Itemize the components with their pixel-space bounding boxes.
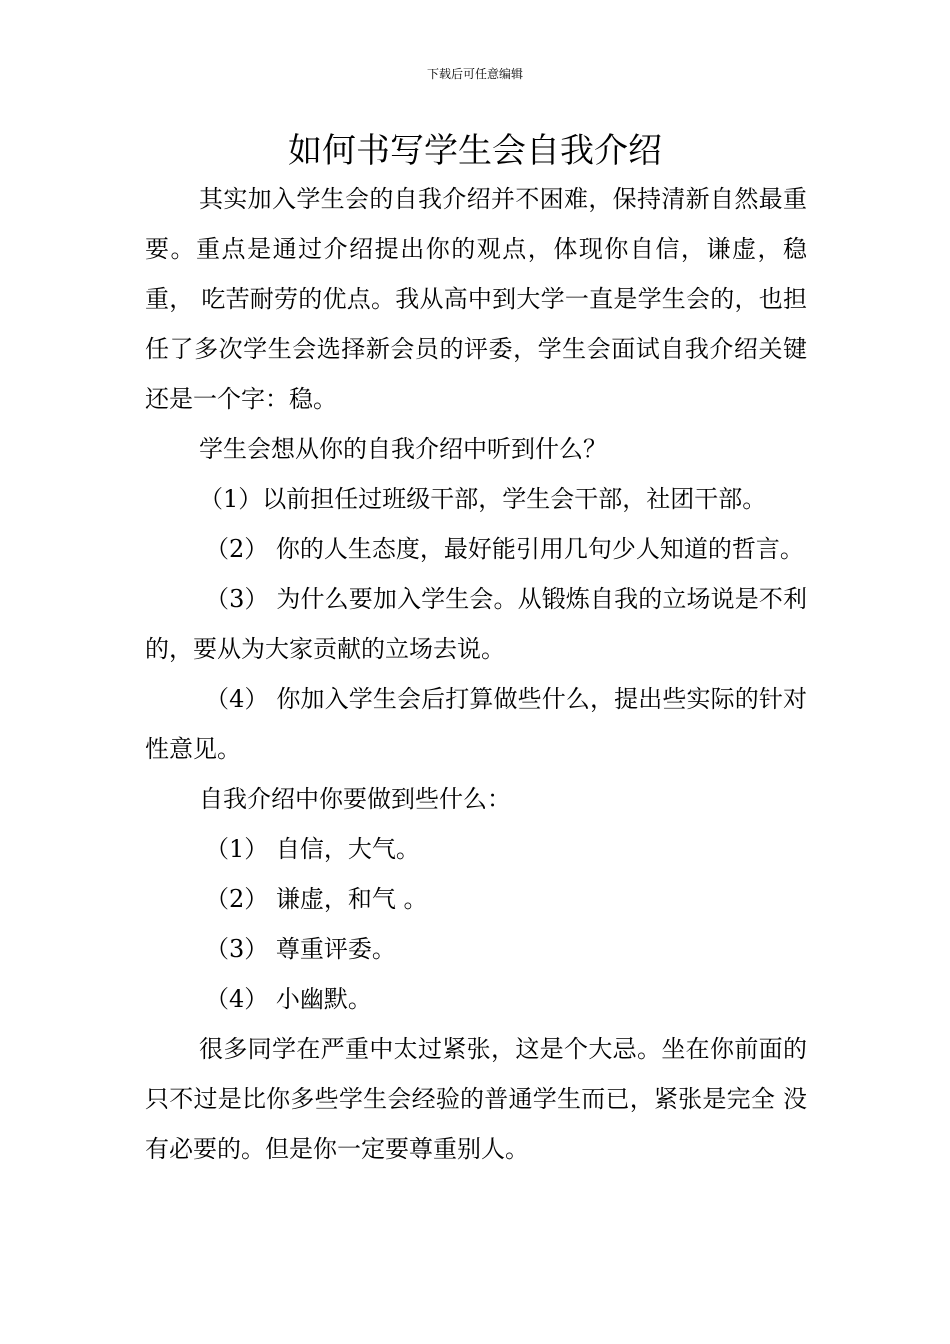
question-one-item-4: （4） 你加入学生会后打算做些什么，提出些实际的针对性意见。 <box>145 685 807 763</box>
question-two-item-3: （3） 尊重评委。 <box>205 935 396 963</box>
header-note: 下载后可任意编辑 <box>426 67 523 81</box>
document-body <box>145 174 807 1174</box>
closing-paragraph: 很多同学在严重中太过紧张，这是个大忌。坐在你前面的只不过是比你多些学生会经验的普通学生而已，紧张是完全 没有必要的。但是你一定要尊重别人。 <box>145 1035 807 1163</box>
question-two-heading: 自我介绍中你要做到些什么： <box>199 785 511 813</box>
question-two-item-2: （2） 谦虚，和气 。 <box>205 885 428 913</box>
question-one-item-1: （1）以前担任过班级干部，学生会干部，社团干部。 <box>199 485 767 513</box>
question-one-item-2: （2） 你的人生态度，最好能引用几句少人知道的哲言。 <box>205 535 804 563</box>
question-two-item-4: （4） 小幽默。 <box>205 985 372 1013</box>
intro-paragraph: 其实加入学生会的自我介绍并不困难，保持清新自然最重要。重点是通过介绍提出你的观点，体现你自信，谦虚，稳重， 吃苦耐劳的优点。我从高中到大学一直是学生会的，也担任了多次学生会选择新会员的评委，学生会面试自我介绍关键还是一个字：稳。 <box>145 185 807 413</box>
question-one-heading: 学生会想从你的自我介绍中听到什么？ <box>199 435 607 463</box>
question-two-item-1: （1） 自信，大气。 <box>205 835 420 863</box>
document-title: 如何书写学生会自我介绍 <box>288 131 662 171</box>
question-one-item-3: （3） 为什么要加入学生会。从锻炼自我的立场说是不利的，要从为大家贡献的立场去说。 <box>145 585 807 663</box>
